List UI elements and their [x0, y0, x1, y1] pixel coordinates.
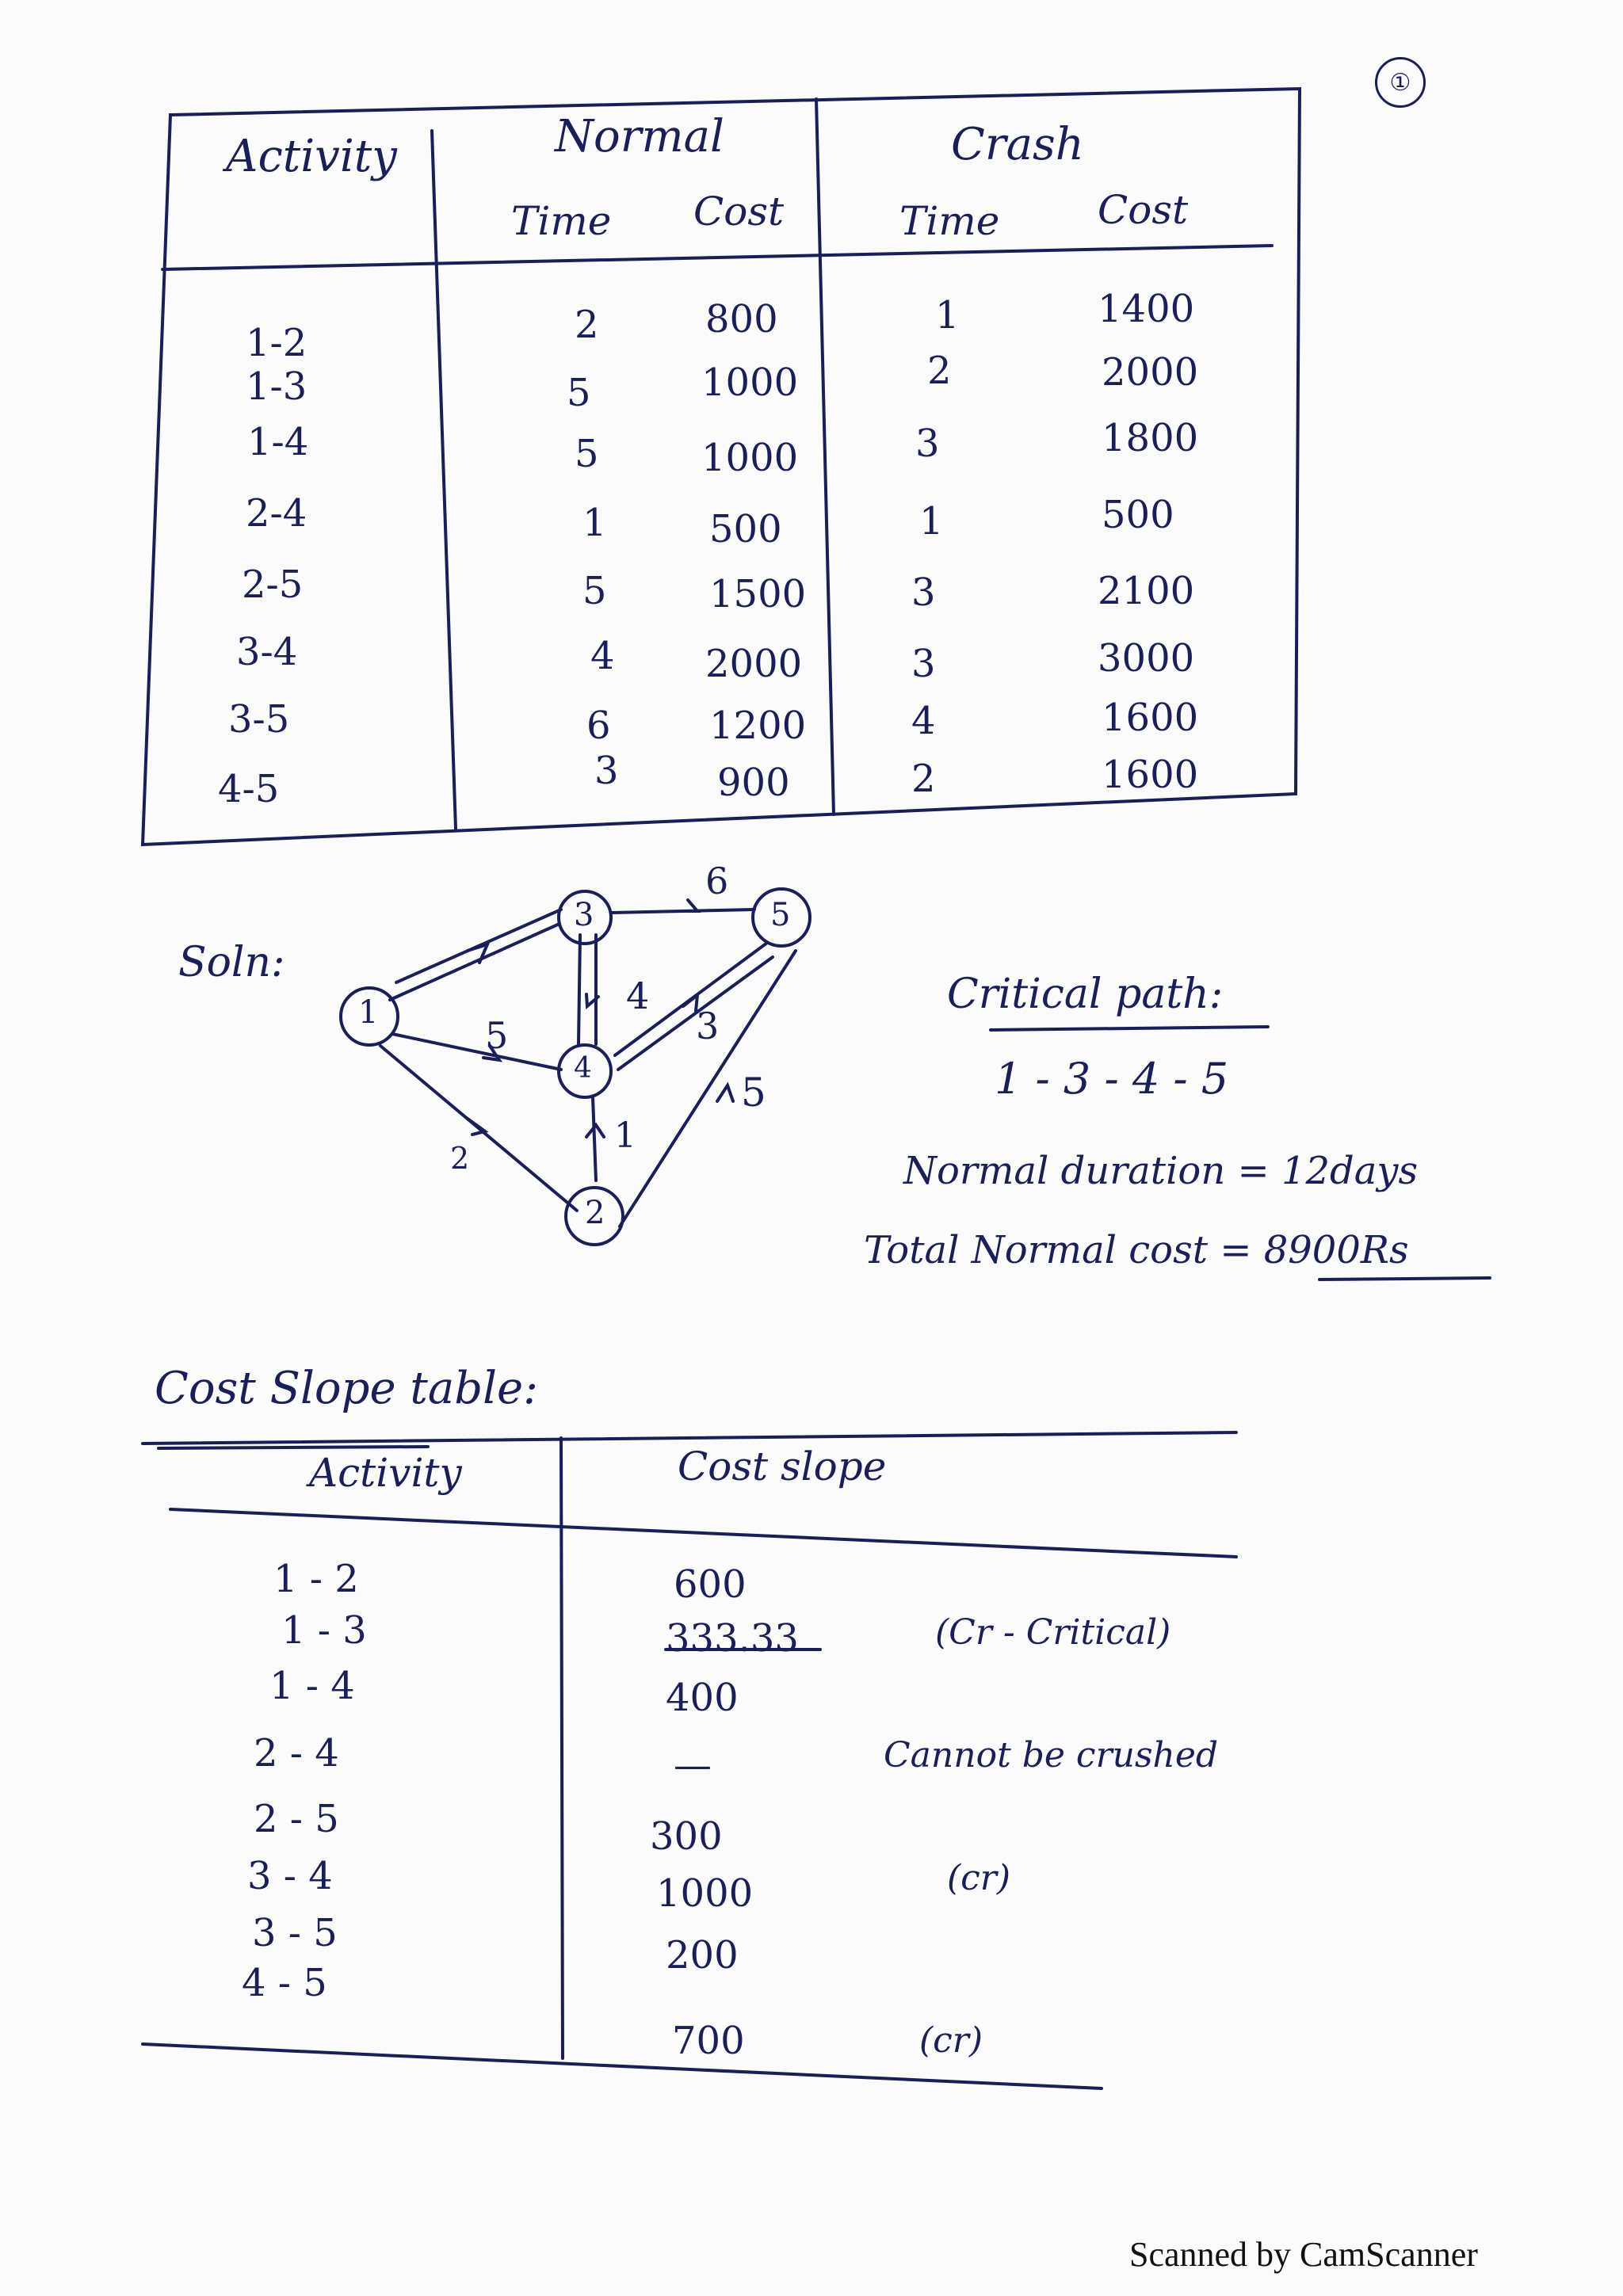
camscanner-footer: Scanned by CamScanner [1129, 2235, 1478, 2274]
table1-divider-2 [816, 99, 834, 814]
t1-row-ccost: 1400 [1098, 287, 1195, 331]
t1-row-ntime: 3 [594, 749, 619, 793]
t1-row-activity: 1-2 [246, 321, 307, 365]
t1-row-activity: 1-4 [247, 420, 309, 464]
t2-row-activity: 4 - 5 [242, 1961, 327, 2005]
table2-title: Cost Slope table: [155, 1363, 539, 1414]
node-5-label: 5 [770, 897, 791, 933]
total-normal-cost: Total Normal cost = 8900Rs [864, 1228, 1409, 1272]
t1-sub-crash-cost: Cost [1098, 187, 1189, 233]
t1-row-activity: 1-3 [246, 364, 307, 409]
t1-row-ntime: 2 [575, 303, 599, 347]
t2-header-slope: Cost slope [678, 1444, 887, 1489]
table1-header-rule [162, 246, 1272, 269]
table2-header-rule [170, 1509, 1236, 1557]
t1-row-ccost: 500 [1102, 493, 1174, 537]
edge-3-4 [579, 935, 580, 1044]
t2-row-activity: 3 - 5 [252, 1911, 338, 1955]
edge-label-1-4: 5 [485, 1014, 509, 1057]
t1-row-ccost: 1800 [1102, 416, 1199, 460]
t2-row-note: (cr) [947, 1858, 1011, 1898]
t1-row-ntime: 4 [590, 634, 615, 678]
t2-row-slope: 1000 [656, 1871, 754, 1916]
edge-1-3b [390, 924, 559, 1000]
t1-row-ncost: 500 [709, 507, 782, 551]
t2-row-slope: 300 [650, 1814, 723, 1859]
t2-row-note: (Cr - Critical) [935, 1612, 1171, 1653]
t2-row-slope: 400 [666, 1676, 739, 1720]
t2-header-activity: Activity [309, 1450, 462, 1496]
normal-duration: Normal duration = 12days [903, 1149, 1419, 1193]
t1-row-ctime: 2 [911, 757, 936, 801]
t1-row-ncost: 1000 [701, 436, 799, 480]
table2-divider [561, 1438, 563, 2058]
t2-row-slope: — [674, 1743, 712, 1787]
t1-header-crash: Crash [951, 119, 1084, 170]
t1-row-ntime: 5 [575, 432, 599, 476]
edge-label-3-5: 6 [705, 860, 729, 902]
t1-row-activity: 3-5 [228, 697, 290, 742]
t1-row-ctime: 3 [911, 570, 936, 615]
t1-row-ctime: 2 [927, 349, 952, 393]
t1-sub-crash-time: Time [899, 198, 1000, 244]
t1-row-ccost: 1600 [1102, 753, 1199, 797]
edge-label-1-2: 2 [450, 1141, 470, 1176]
soln-label: Soln: [178, 939, 285, 986]
t2-row-activity: 1 - 4 [269, 1664, 355, 1708]
t1-row-ncost: 900 [717, 761, 790, 805]
t1-sub-normal-time: Time [511, 198, 612, 244]
t1-row-ncost: 2000 [705, 642, 803, 686]
t1-header-normal: Normal [555, 111, 724, 162]
t1-row-ctime: 1 [935, 293, 960, 338]
t1-row-ctime: 3 [911, 642, 936, 686]
edge-1-4 [392, 1034, 561, 1070]
node-4-label: 4 [574, 1052, 592, 1085]
node-2-label: 2 [585, 1195, 605, 1231]
t2-row-slope: 700 [672, 2019, 745, 2063]
edge-label-2-5: 5 [741, 1070, 766, 1116]
t1-row-activity: 3-4 [236, 630, 298, 674]
edge-label-2-4: 1 [614, 1116, 636, 1156]
t1-row-ncost: 1000 [701, 360, 799, 405]
t1-row-activity: 4-5 [218, 767, 280, 811]
node-3-label: 3 [574, 897, 594, 933]
t1-row-activity: 2-5 [242, 563, 304, 607]
t2-row-note: (cr) [919, 2020, 983, 2061]
t2-row-slope: 600 [674, 1562, 747, 1607]
t1-row-ntime: 5 [567, 371, 591, 415]
t1-row-ntime: 1 [582, 501, 607, 545]
t1-row-ncost: 1200 [709, 704, 807, 748]
t2-row-activity: 2 - 5 [254, 1797, 339, 1841]
t1-sub-normal-cost: Cost [693, 189, 785, 235]
t1-row-ccost: 1600 [1102, 696, 1199, 740]
edge-2-4 [593, 1097, 596, 1180]
t1-row-ctime: 1 [919, 499, 944, 543]
t1-row-ccost: 2000 [1102, 350, 1199, 395]
critical-path: 1 - 3 - 4 - 5 [995, 1054, 1229, 1104]
t2-row-activity: 1 - 3 [281, 1608, 367, 1653]
t2-row-slope: 333.33 [666, 1616, 799, 1661]
t1-row-ctime: 4 [911, 699, 936, 743]
t2-row-slope: 200 [666, 1933, 739, 1978]
t1-header-activity: Activity [226, 131, 397, 182]
t1-row-ntime: 5 [582, 569, 607, 613]
table1-divider-1 [432, 131, 456, 829]
edge-label-3-4: 4 [626, 974, 650, 1017]
t1-row-ntime: 6 [586, 704, 611, 748]
edge-label-4-5: 3 [696, 1005, 720, 1047]
critical-path-label: Critical path: [947, 971, 1224, 1018]
t1-row-ncost: 800 [705, 297, 778, 341]
t1-row-ncost: 1500 [709, 572, 807, 616]
t2-row-activity: 2 - 4 [254, 1731, 339, 1775]
t2-row-activity: 1 - 2 [273, 1557, 359, 1601]
t2-row-note: Cannot be crushed [884, 1735, 1219, 1775]
t1-row-activity: 2-4 [246, 491, 307, 536]
node-1-label: 1 [358, 994, 379, 1031]
t1-row-ccost: 3000 [1098, 636, 1195, 681]
page-number: ① [1375, 57, 1426, 108]
t2-row-activity: 3 - 4 [247, 1854, 333, 1898]
table2-top-rule [143, 1432, 1236, 1444]
t1-row-ccost: 2100 [1098, 569, 1195, 613]
t1-row-ctime: 3 [915, 421, 940, 466]
